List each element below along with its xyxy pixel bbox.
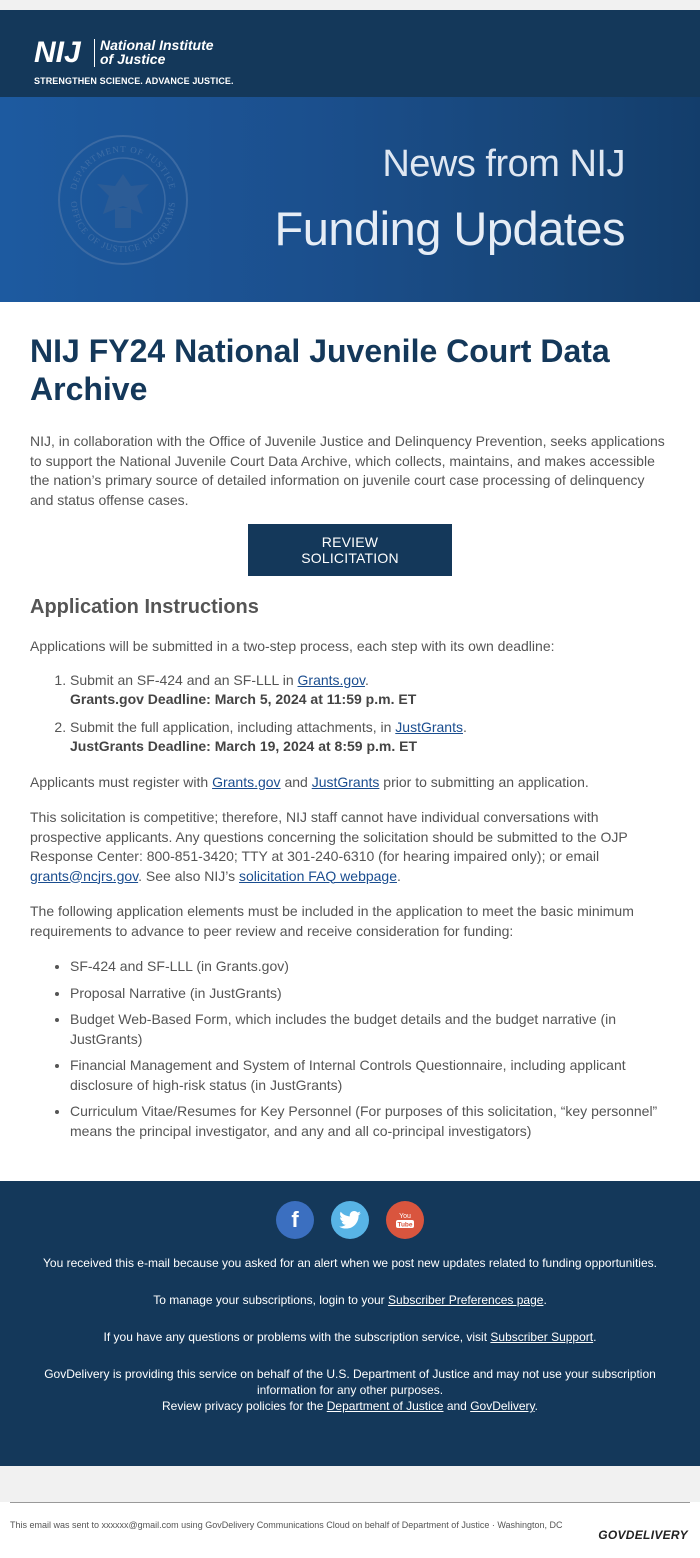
- facebook-glyph: f: [291, 1207, 299, 1232]
- button-wrapper: [30, 524, 670, 576]
- govdelivery-privacy-link[interactable]: GovDelivery: [470, 1399, 535, 1413]
- twitter-bird-icon: [339, 1211, 361, 1229]
- list-item: • Proposal Narrative (in JustGrants): [70, 984, 670, 1004]
- twitter-icon[interactable]: [331, 1201, 369, 1239]
- list-item: • SF-424 and SF-LLL (in Grants.gov): [70, 957, 670, 977]
- legal-text: This email was sent to xxxxxx@gmail.com using GovDelivery Communications Cloud on behalf of Department of Justice · Washington, DC: [10, 1520, 563, 1530]
- youtube-icon[interactable]: [386, 1201, 424, 1239]
- register-pre: Applicants must register with: [30, 773, 209, 790]
- step-text: Submit the full application, including attachments, in: [70, 718, 392, 735]
- footer: [0, 1181, 700, 1466]
- faq-link[interactable]: solicitation FAQ webpage: [239, 867, 397, 884]
- register-paragraph: [30, 773, 670, 793]
- doj-seal-icon: [57, 134, 189, 266]
- logo-name-line1: National Institute: [100, 37, 214, 53]
- banner-title-line2: Funding Updates: [274, 202, 625, 255]
- logo-name-line2: of Justice: [100, 51, 166, 67]
- youtube-logo-icon: [393, 1210, 417, 1230]
- review-solicitation-button[interactable]: REVIEW SOLICITATION: [248, 524, 452, 576]
- competitive-text: This solicitation is competitive; therefore, NIJ staff cannot have individual conversations with prospective applicants. Any questions concerning the solicitation should be submitted to the OJP Response Center: 800-851-3420; TTY at 301-240-6310 (for hearing impaired only); or email: [30, 809, 628, 864]
- step-item: 1. Submit an SF-424 and an SF-LLL in Grants.gov. Grants.gov Deadline: March 5, 2024 at 11:59 p.m. ET: [70, 671, 670, 710]
- main-content: [0, 302, 700, 1181]
- step-text: Submit an SF-424 and an SF-LLL in: [70, 671, 294, 688]
- steps-list: [70, 671, 670, 757]
- govdelivery-logo[interactable]: GOVDELIVERY: [598, 1528, 688, 1542]
- doj-privacy-link[interactable]: Department of Justice: [326, 1399, 444, 1413]
- subscriber-preferences-link[interactable]: Subscriber Preferences page: [388, 1293, 544, 1307]
- banner: [0, 97, 700, 302]
- support-notice: [0, 1329, 700, 1345]
- privacy-post: .: [534, 1399, 538, 1413]
- process-paragraph: Applications will be submitted in a two-step process, each step with its own deadline:: [30, 638, 555, 654]
- top-gap: [0, 0, 700, 10]
- logo-divider: [94, 39, 95, 67]
- logo-name: [100, 38, 214, 66]
- nij-logo-mark[interactable]: NIJ: [34, 36, 81, 69]
- justgrants-link[interactable]: JustGrants: [395, 718, 463, 735]
- header-logo-bar: [0, 10, 700, 97]
- register-mid: and: [284, 773, 308, 790]
- support-post: .: [593, 1330, 597, 1344]
- competitive-end: .: [397, 867, 401, 884]
- bottom-spacer: [0, 1466, 700, 1502]
- youtube-label-top: You: [399, 1213, 411, 1220]
- privacy-pre: Review privacy policies for the: [162, 1399, 324, 1413]
- register-post: prior to submitting an application.: [383, 773, 589, 790]
- manage-pre: To manage your subscriptions, login to your: [153, 1293, 385, 1307]
- elements-intro: The following application elements must be included in the application to meet the basic minimum requirements to advance to peer review and receive consideration for funding:: [30, 903, 634, 939]
- step-deadline: Grants.gov Deadline: March 5, 2024 at 11:59 p.m. ET: [70, 691, 417, 707]
- list-item: • Curriculum Vitae/Resumes for Key Personnel (For purposes of this solicitation, “key personnel” means the principal investigator, and any and all co-principal investigators): [70, 1102, 670, 1141]
- elements-list: [70, 957, 670, 1141]
- list-item: • Budget Web-Based Form, which includes the budget details and the budget narrative (in JustGrants): [70, 1010, 670, 1049]
- step-item: 2. Submit the full application, including attachments, in JustGrants. JustGrants Deadline: March 19, 2024 at 8:59 p.m. ET: [70, 718, 670, 757]
- register-grants-gov-link[interactable]: Grants.gov: [212, 773, 281, 790]
- list-item: • Financial Management and System of Internal Controls Questionnaire, including applicant disclosure of high-risk status (in JustGrants): [70, 1056, 670, 1095]
- social-links: [0, 1201, 700, 1239]
- privacy-mid: and: [446, 1399, 467, 1413]
- legal-divider: [10, 1502, 690, 1503]
- legal-footer: [0, 1502, 700, 1558]
- received-notice: You received this e-mail because you asked for an alert when we post new updates related to funding opportunities.: [43, 1256, 657, 1270]
- register-justgrants-link[interactable]: JustGrants: [311, 773, 380, 790]
- youtube-label-bottom: Tube: [397, 1221, 413, 1229]
- grants-gov-link[interactable]: Grants.gov: [297, 671, 365, 688]
- article-title: NIJ FY24 National Juvenile Court Data Archive: [30, 333, 610, 407]
- subscriber-support-link[interactable]: Subscriber Support: [490, 1330, 594, 1344]
- seal-text-top: DEPARTMENT OF JUSTICE: [68, 143, 178, 191]
- intro-paragraph: NIJ, in collaboration with the Office of Juvenile Justice and Delinquency Prevention, seeks applications to support the National Juvenile Court Data Archive, which collects, maintains, and makes accessible the nation’s primary source of detailed information on juvenile court case processing of delinquency and status offense cases.: [30, 433, 665, 508]
- govdelivery-text: GovDelivery is providing this service on behalf of the U.S. Department of Justice and may not use your subscription information for any other purposes.: [44, 1367, 656, 1397]
- manage-post: .: [543, 1293, 547, 1307]
- competitive-paragraph: [30, 808, 670, 886]
- banner-title-line1: News from NIJ: [382, 143, 625, 185]
- seal-text-bottom: OFFICE OF JUSTICE PROGRAMS: [68, 200, 178, 255]
- competitive-mid: . See also NIJ’s: [138, 867, 236, 884]
- email-link[interactable]: grants@ncjrs.gov: [30, 867, 139, 884]
- section-heading: Application Instructions: [30, 596, 259, 618]
- manage-notice: [0, 1292, 700, 1308]
- step-deadline: JustGrants Deadline: March 19, 2024 at 8:59 p.m. ET: [70, 738, 418, 754]
- govdelivery-notice: [0, 1366, 700, 1414]
- support-pre: If you have any questions or problems with the subscription service, visit: [103, 1330, 488, 1344]
- facebook-icon[interactable]: [276, 1201, 314, 1239]
- logo-tagline: STRENGTHEN SCIENCE. ADVANCE JUSTICE.: [34, 76, 234, 86]
